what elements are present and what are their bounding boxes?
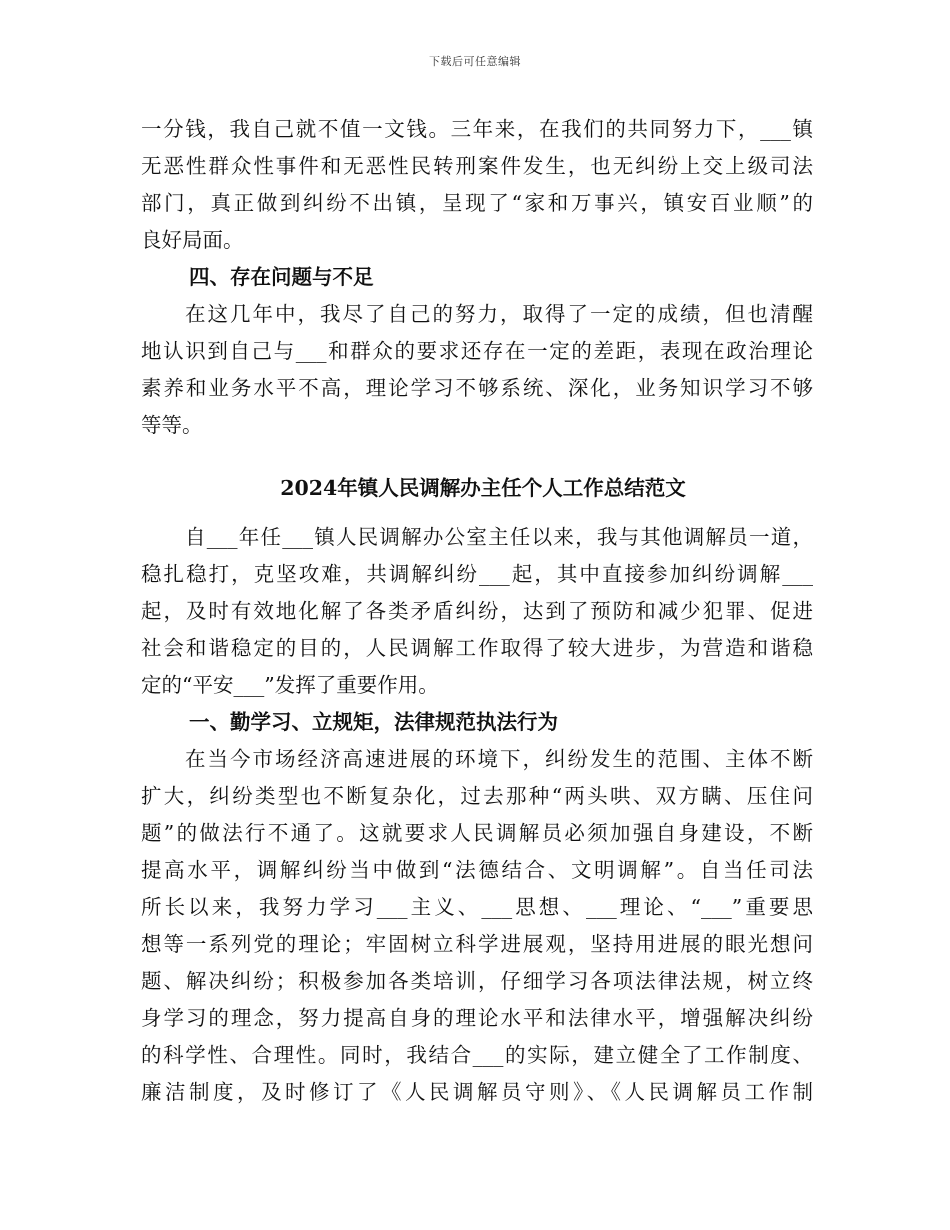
- body-line: 题、解决纠纷；积极参加各类培训，仔细学习各项法律法规，树立终: [141, 969, 813, 993]
- body-line: 良好局面。: [141, 228, 244, 252]
- body-line: 素养和业务水平不高，理论学习不够系统、深化，业务知识学习不够: [141, 376, 813, 400]
- document-body: [141, 111, 813, 1111]
- body-line: 在这几年中，我尽了自己的努力，取得了一定的成绩，但也清醒: [185, 302, 813, 326]
- body-line: 一分钱，我自己就不值一文钱。三年来，在我们的共同努力下，___镇: [141, 117, 813, 141]
- section-heading-4: 四、存在问题与不足: [189, 265, 374, 289]
- body-line: 起，及时有效地化解了各类矛盾纠纷，达到了预防和减少犯罪、促进: [141, 599, 813, 623]
- body-line: 无恶性群众性事件和无恶性民转刑案件发生，也无纠纷上交上级司法: [141, 154, 813, 178]
- body-line: 稳扎稳打，克坚攻难，共调解纠纷___起，其中直接参加纠纷调解___: [141, 562, 813, 586]
- page-header: 下载后可任意编辑: [429, 55, 521, 68]
- article-title: 2024年镇人民调解办主任个人工作总结范文: [280, 476, 686, 500]
- body-line: 自___年任___镇人民调解办公室主任以来，我与其他调解员一道，: [185, 525, 813, 549]
- body-line: 扩大，纠纷类型也不断复杂化，过去那种“两头哄、双方瞒、压住问: [141, 784, 813, 808]
- body-line: 所长以来，我努力学习___主义、___思想、___理论、“___”重要思: [141, 895, 813, 919]
- body-line: 社会和谐稳定的目的，人民调解工作取得了较大进步，为营造和谐稳: [141, 636, 813, 660]
- body-line: 部门，真正做到纠纷不出镇，呈现了“家和万事兴，镇安百业顺”的: [141, 191, 813, 215]
- body-line: 题”的做法行不通了。这就要求人民调解员必须加强自身建设，不断: [141, 821, 813, 845]
- section-heading-1: 一、勤学习、立规矩，法律规范执法行为: [189, 710, 558, 734]
- body-line: 的科学性、合理性。同时，我结合___的实际，建立健全了工作制度、: [141, 1043, 813, 1067]
- body-line: 身学习的理念，努力提高自身的理论水平和法律水平，增强解决纠纷: [141, 1006, 813, 1030]
- body-line: 廉洁制度，及时修订了《人民调解员守则》、《人民调解员工作制: [141, 1080, 813, 1104]
- body-line: 在当今市场经济高速进展的环境下，纠纷发生的范围、主体不断: [185, 747, 813, 771]
- body-line: 提高水平，调解纠纷当中做到“法德结合、文明调解”。自当任司法: [141, 858, 813, 882]
- body-line: 想等一系列党的理论；牢固树立科学进展观，坚持用进展的眼光想问: [141, 932, 813, 956]
- body-line: 定的“平安___”发挥了重要作用。: [141, 673, 439, 697]
- body-line: 等等。: [141, 413, 203, 437]
- body-line: 地认识到自己与___和群众的要求还存在一定的差距，表现在政治理论: [141, 339, 813, 363]
